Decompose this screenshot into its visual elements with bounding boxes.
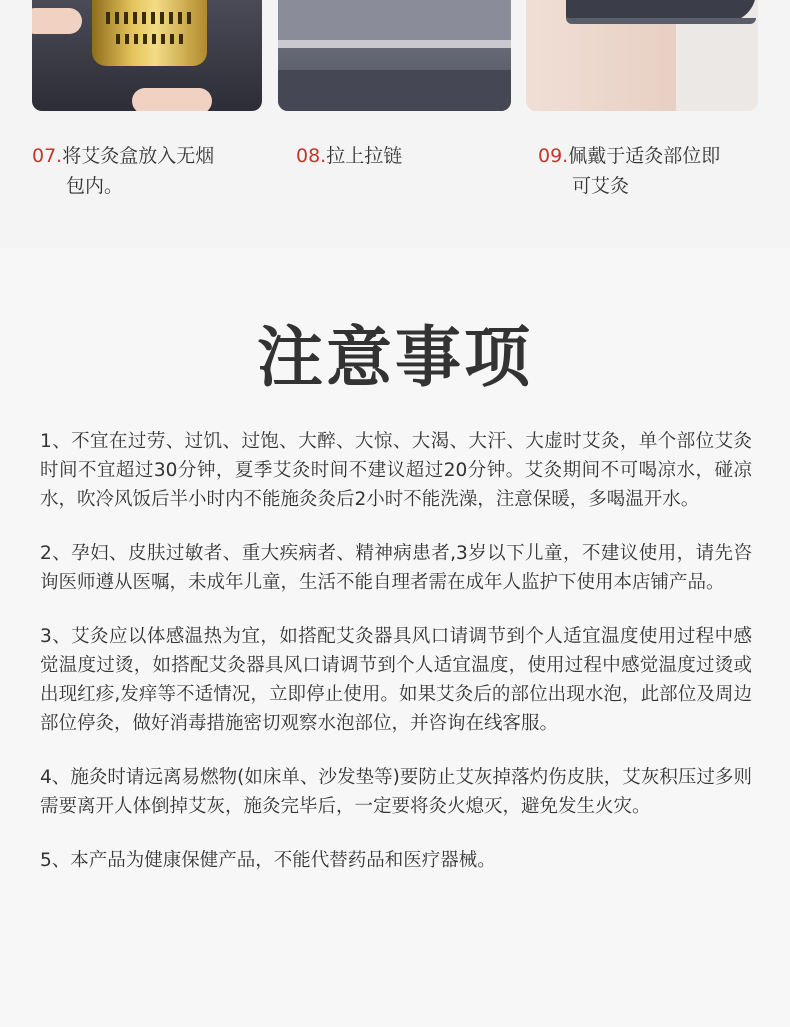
note-item: 5、本产品为健康保健产品，不能代替药品和医疗器械。 [40, 850, 496, 871]
notes-list [40, 427, 752, 900]
note-item: 2、孕妇、皮肤过敏者、重大疾病者、精神病患者,3岁以下儿童，不建议使用，请先咨询医师遵从医嘱，未成年儿童，生活不能自理者需在成年人监护下使用本店铺产品。 [40, 543, 752, 593]
step-text-cont: 包内。 [66, 175, 124, 197]
note-item: 4、施灸时请远离易燃物(如床单、沙发垫等)要防止艾灰掉落灼伤皮肤，艾灰积压过多则需要离开人体倒掉艾灰，施灸完毕后，一定要将灸火熄灭，避免发生火灾。 [40, 767, 752, 817]
step-number: 07. [32, 145, 63, 167]
step-text: 将艾灸盒放入无烟 [62, 145, 215, 167]
step-08-photo [278, 0, 511, 111]
step-text: 拉上拉链 [326, 145, 403, 167]
step-08-caption [296, 141, 496, 171]
page-title: 注意事项 [257, 319, 533, 396]
note-item: 3、艾灸应以体感温热为宜，如搭配艾灸器具风口请调节到个人适宜温度使用过程中感觉温度过烫，如搭配艾灸器具风口请调节到个人适宜温度，使用过程中感觉温度过烫或出现红疹,发痒等不适情况，立即停止使用。如果艾灸后的部位出现水泡，此部位及周边部位停灸，做好消毒措施密切观察水泡部位，并咨询在线客服。 [40, 626, 752, 734]
step-09-caption [538, 141, 758, 201]
step-number: 09. [538, 145, 569, 167]
step-09-photo [526, 0, 758, 111]
steps-section [0, 0, 790, 248]
step-07-caption [32, 141, 252, 201]
step-07-photo [32, 0, 262, 111]
note-item: 1、不宜在过劳、过饥、过饱、大醉、大惊、大渴、大汗、大虚时艾灸，单个部位艾灸时间不宜超过30分钟，夏季艾灸时间不建议超过20分钟。艾灸期间不可喝凉水，碰凉水，吹冷风饭后半小时内不能施灸灸后2小时不能洗澡，注意保暖，多喝温开水。 [40, 431, 752, 510]
step-text: 佩戴于适灸部位即 [568, 145, 721, 167]
step-number: 08. [296, 145, 327, 167]
step-text-cont: 可艾灸 [572, 175, 630, 197]
moxa-box-image [92, 0, 207, 66]
